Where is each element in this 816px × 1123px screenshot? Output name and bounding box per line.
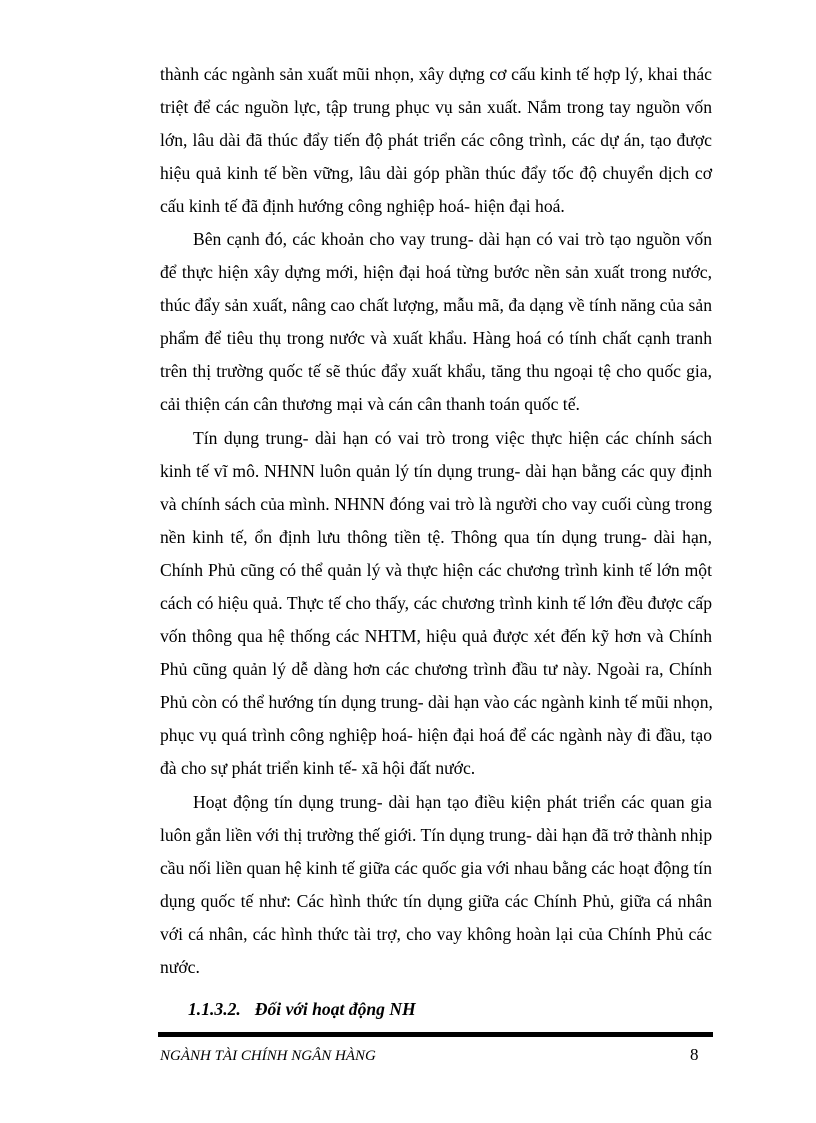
paragraph-2-line-6: cải thiện cán cân thương mại và cán cân thanh toán quốc tế.	[160, 394, 580, 414]
section-title: Đối với hoạt động NH	[254, 999, 416, 1019]
paragraph-3-line-7: vốn thông qua hệ thống các NHTM, hiệu quả được xét đến kỹ hơn và Chính	[160, 626, 712, 646]
paragraph-4-line-2: luôn gắn liền với thị trường thế giới. Tín dụng trung- dài hạn đã trở thành nhịp	[160, 825, 713, 845]
paragraph-4-line-1: Hoạt động tín dụng trung- dài hạn tạo điều kiện phát triển các quan gia	[193, 792, 712, 812]
paragraph-4-line-3: cầu nối liền quan hệ kinh tế giữa các quốc gia với nhau bằng các hoạt động tín	[160, 858, 712, 878]
paragraph-3-line-2: kinh tế vĩ mô. NHNN luôn quản lý tín dụng trung- dài hạn bằng các quy định	[160, 461, 712, 481]
paragraph-2-line-3: thúc đẩy sản xuất, nâng cao chất lượng, mẫu mã, đa dạng về tính năng của sản	[160, 295, 712, 315]
paragraph-3-line-10: phục vụ quá trình công nghiệp hoá- hiện đại hoá để các ngành này đi đầu, tạo	[160, 725, 712, 745]
paragraph-1-line-2: triệt để các nguồn lực, tập trung phục vụ sản xuất. Nắm trong tay nguồn vốn	[160, 97, 712, 117]
paragraph-2-line-5: trên thị trường quốc tế sẽ thúc đẩy xuất khẩu, tăng thu ngoại tệ cho quốc gia,	[160, 361, 712, 381]
paragraph-4-line-5: với cá nhân, các hình thức tài trợ, cho vay không hoàn lại của Chính Phủ các	[160, 924, 712, 944]
paragraph-3-line-8: Phủ cũng quản lý dễ dàng hơn các chương trình đầu tư này. Ngoài ra, Chính	[160, 659, 712, 679]
paragraph-3-line-1: Tín dụng trung- dài hạn có vai trò trong việc thực hiện các chính sách	[193, 428, 712, 448]
paragraph-3-line-4: nền kinh tế, ổn định lưu thông tiền tệ. Thông qua tín dụng trung- dài hạn,	[160, 527, 712, 547]
paragraph-3-line-5: Chính Phủ cũng có thể quản lý và thực hiện các chương trình kinh tế lớn một	[160, 560, 712, 580]
paragraph-4-line-4: dụng quốc tế như: Các hình thức tín dụng giữa các Chính Phủ, giữa cá nhân	[160, 891, 712, 911]
paragraph-3-line-6: cách có hiệu quả. Thực tế cho thấy, các chương trình kinh tế lớn đều được cấp	[160, 593, 712, 613]
paragraph-2-line-4: phẩm để tiêu thụ trong nước và xuất khẩu. Hàng hoá có tính chất cạnh tranh	[160, 328, 712, 348]
paragraph-1-line-3: lớn, lâu dài đã thúc đẩy tiến độ phát triển các công trình, các dự án, tạo được	[160, 130, 712, 150]
paragraph-1-line-5: cấu kinh tế đã định hướng công nghiệp hoá- hiện đại hoá.	[160, 196, 565, 216]
paragraph-3-line-9: Phủ còn có thể hướng tín dụng trung- dài hạn vào các ngành kinh tế mũi nhọn,	[160, 692, 713, 712]
page-number: 8	[690, 1045, 699, 1064]
footer-department: NGÀNH TÀI CHÍNH NGÂN HÀNG	[160, 1048, 376, 1064]
paragraph-2-line-1: Bên cạnh đó, các khoản cho vay trung- dài hạn có vai trò tạo nguồn vốn	[193, 229, 712, 249]
section-heading	[188, 995, 416, 1023]
paragraph-1-line-4: hiệu quả kinh tế bền vững, lâu dài góp phần thúc đẩy tốc độ chuyển dịch cơ	[160, 163, 712, 183]
paragraph-1-line-1: thành các ngành sản xuất mũi nhọn, xây dựng cơ cấu kinh tế hợp lý, khai thác	[160, 64, 712, 84]
footer-rule	[158, 1032, 713, 1037]
paragraph-3-line-3: và chính sách của mình. NHNN đóng vai trò là người cho vay cuối cùng trong	[160, 494, 712, 514]
paragraph-3-line-11: đà cho sự phát triển kinh tế- xã hội đất nước.	[160, 758, 476, 778]
paragraph-4-line-6: nước.	[160, 957, 200, 977]
paragraph-2-line-2: để thực hiện xây dựng mới, hiện đại hoá từng bước nền sản xuất trong nước,	[160, 262, 712, 282]
section-number: 1.1.3.2.	[188, 999, 241, 1019]
